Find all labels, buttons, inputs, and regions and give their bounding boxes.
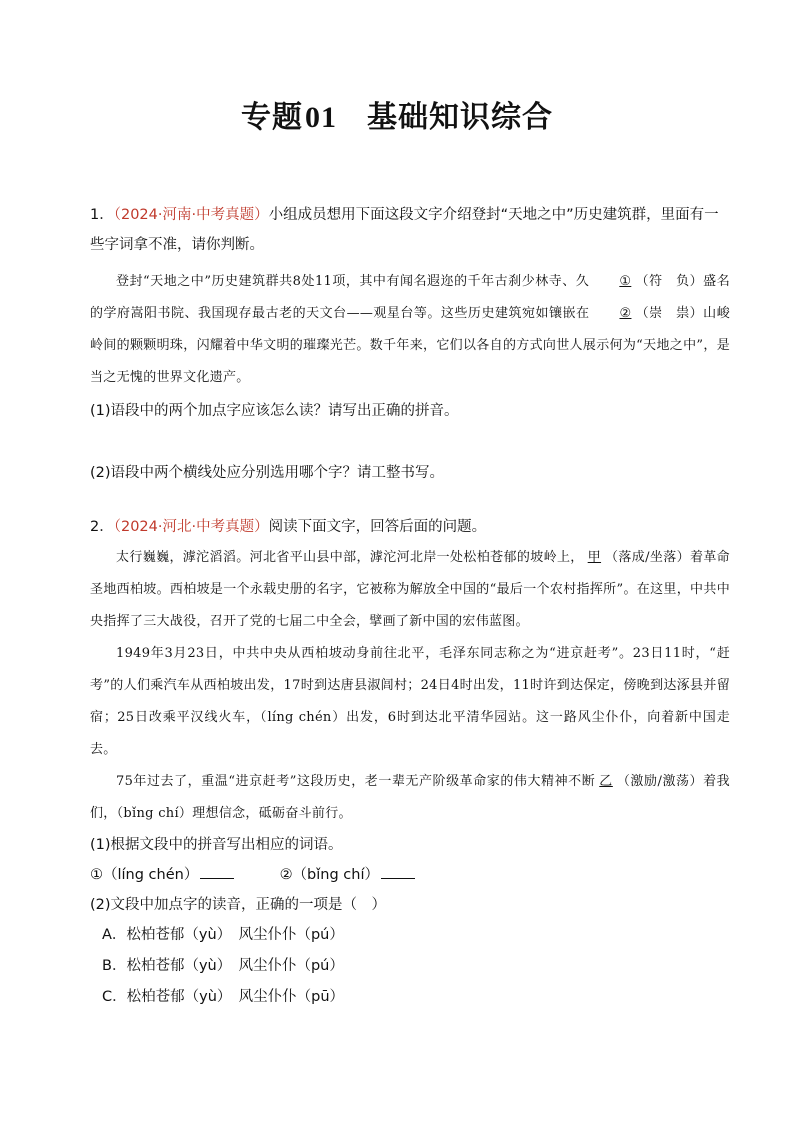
blank-yi: 乙: [599, 774, 613, 789]
passage-text: （激励/激荡）着我们，（bǐng chí）理想信念，砥砺奋斗前行。: [90, 774, 730, 821]
question-1-source: （2024·河南·中考真题）: [113, 207, 269, 223]
question-2-paragraph-3: [90, 766, 730, 830]
blank-1: ①: [619, 274, 632, 289]
passage-text: （符 负）盛名的学府嵩阳书院、我国现存最古老的天文台——观星台等。这些历史建筑宛如镶嵌在: [90, 274, 730, 321]
question-1: [90, 200, 730, 488]
blank-jia: 甲: [587, 550, 602, 565]
question-2-paragraph-2: 1949年3月23日，中共中央从西柏坡动身前往北平，毛泽东同志称之为“进京赶考”。23日11时，“赶考”的人们乘汽车从西柏坡出发，17时到达唐县淑闾村；24日4时出发，11时许到达保定，傍晚到达涿县并留宿；25日改乘平汉线火车，（líng chén）出发，6时到达北平清华园站。这一路风尘仆仆，向着新中国走去。: [90, 646, 730, 757]
option-b: B．松柏苍郁（yù） 风尘仆仆（pú）: [102, 958, 344, 974]
question-2-source: （2024·河北·中考真题）: [113, 519, 269, 535]
option-c: C．松柏苍郁（yù） 风尘仆仆（pū）: [102, 989, 345, 1005]
question-1-passage: [90, 266, 730, 394]
passage-text: （崇 祟）山峻岭间的颗颗明珠，闪耀着中华文明的璀璨光芒。数千年来，它们以各自的方式向世人展示何为“天地之中”，是当之无愧的世界文化遗产。: [90, 306, 730, 385]
fill-item-1: ①（líng chén）: [90, 867, 199, 883]
question-2-paragraph-1: [90, 542, 730, 638]
fill-item-2: ②（bǐng chí）: [279, 867, 379, 883]
question-1-sub-2: (2)语段中两个横线处应分别选用哪个字？请工整书写。: [90, 465, 445, 481]
question-1-prompt: [90, 200, 730, 260]
question-2-sub-1: (1)根据文段中的拼音写出相应的词语。: [90, 837, 343, 853]
question-2-text: 阅读下面文字，回答后面的问题。: [268, 519, 487, 535]
option-a: A．松柏苍郁（yù） 风尘仆仆（pú）: [102, 927, 344, 943]
question-2-number: 2．: [90, 519, 114, 535]
blank-2: ②: [619, 306, 632, 321]
page-title: [0, 92, 794, 136]
passage-text: （落成/坐落）着革命圣地西柏坡。西柏坡是一个永载史册的名字，它被称为解放全中国的“最后一个农村指挥所”。在这里，中共中央指挥了三大战役，召开了党的七届二中全会，擘画了新中国的宏伟蓝图。: [90, 550, 730, 629]
answer-blank-1: [200, 864, 234, 879]
question-2-prompt: [90, 512, 730, 542]
question-2: [90, 512, 730, 1013]
passage-text: 75年过去了，重温“进京赶考”这段历史，老一辈无产阶级革命家的伟大精神不断: [116, 774, 596, 789]
question-2-sub-2: (2)文段中加点字的读音，正确的一项是（ ）: [90, 897, 387, 913]
question-1-number: 1．: [90, 207, 114, 223]
question-2-fill-line: [90, 860, 730, 890]
title-text: 基础知识综合: [367, 100, 553, 135]
question-1-sub-1: (1)语段中的两个加点字应该怎么读？请写出正确的拼音。: [90, 403, 459, 419]
passage-text: 登封“天地之中”历史建筑群共8处11项，其中有闻名遐迩的千年古刹少林寺、久: [116, 274, 590, 289]
title-number: 01: [305, 101, 337, 134]
question-1-text: 小组成员想用下面这段文字介绍登封“天地之中”历史建筑群，里面有一些字词拿不准，请你判断。: [90, 207, 719, 253]
answer-blank-2: [381, 864, 415, 879]
title-prefix: 专题: [241, 100, 303, 135]
passage-text: 太行巍巍，滹沱滔滔。河北省平山县中部，滹沱河北岸一处松柏苍郁的坡岭上，: [116, 550, 584, 565]
